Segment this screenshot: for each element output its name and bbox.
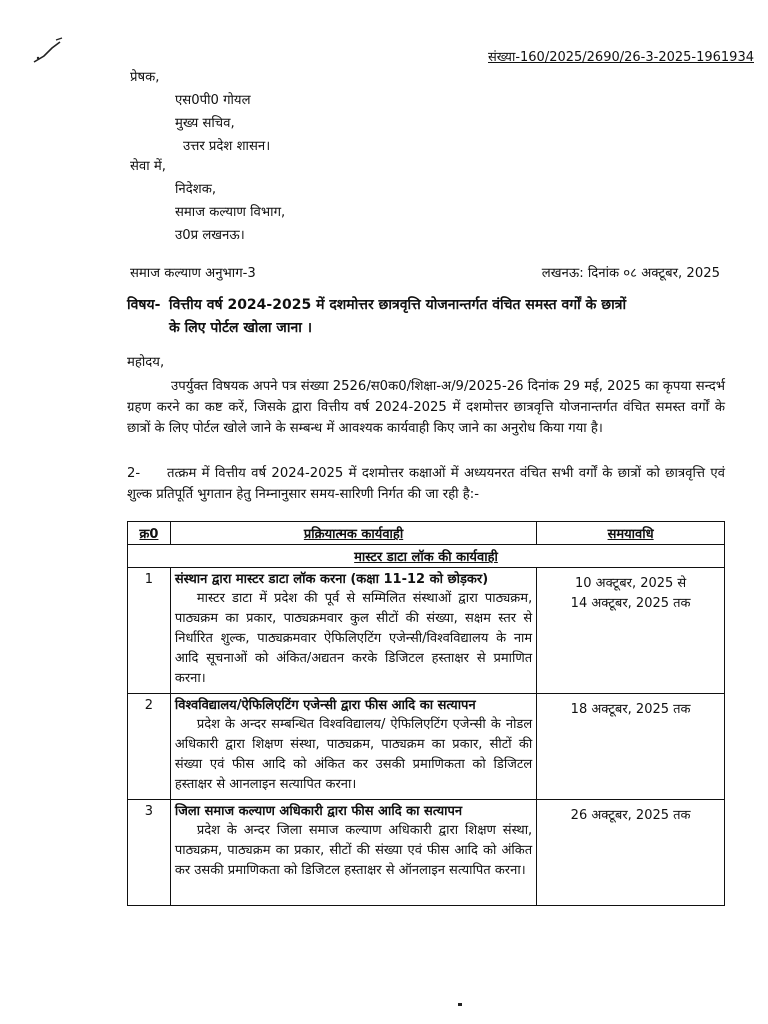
recipient-label: सेवा में, — [130, 159, 166, 174]
recipient-block — [130, 155, 285, 247]
page-mark — [458, 1003, 462, 1006]
paragraph-2-text: तत्क्रम में वित्तीय वर्ष 2024-2025 में दशमोत्तर कक्षाओं में अध्ययनरत वंचित सभी वर्गों के छात्रों को छात्रवृत्ति एवं शुल्क प्रतिपूर्ति भुगतान हेतु निम्नानुसार समय-सारिणी निर्गत की जा रही है:- — [127, 466, 725, 502]
table-header-row — [128, 522, 725, 545]
handwritten-mark-icon — [30, 36, 70, 66]
paragraph-1: उपर्युक्त विषयक अपने पत्र संख्या 2526/स0क0/शिक्षा-अ/9/2025-26 दिनांक 29 मई, 2025 का कृपया सन्दर्भ ग्रहण करने का कष्ट करें, जिसके द्वारा वित्तीय वर्ष 2024-2025 में दशमोत्तर छात्रवृत्ति योजनान्तर्गत वंचित समस्त वर्गों के छात्रों के लिए पोर्टल खोले जाने के सम्बन्ध में आवश्यक कार्यवाही किए जाने का अनुरोध किया गया है। — [127, 379, 725, 436]
row-period — [537, 800, 725, 906]
sender-label: प्रेषक, — [130, 70, 160, 85]
subject-label: विषय- — [127, 297, 161, 313]
row-period-line-1: 26 अक्टूबर, 2025 तक — [570, 808, 691, 823]
table-row — [128, 694, 725, 800]
subject-line-1: वित्तीय वर्ष 2024-2025 में दशमोत्तर छात्रवृत्ति योजनान्तर्गत वंचित समस्त वर्गों के छात्रों — [169, 297, 627, 313]
letter-date: लखनऊ: दिनांक ०८ अक्टूबर, 2025 — [541, 266, 720, 281]
row-period-line-2: 14 अक्टूबर, 2025 तक — [570, 596, 691, 611]
reference-number: संख्या-‌160/2025/2690/26-3-2025-1961934 — [488, 50, 754, 65]
row-action — [170, 800, 536, 906]
row-number: 1 — [128, 568, 171, 694]
row-description: मास्टर डाटा में प्रदेश की पूर्व से सम्मिलित संस्थाओं द्वारा पाठ्यक्रम, पाठ्यक्रम का प्रकार, पाठ्यक्रमवार कुल सीटों की संख्या, सक्षम स्तर से निर्धारित शुल्क, पाठ्यक्रमवार ऐफिलिएटिंग एजेन्सी/विश्वविद्यालय के नाम आदि सूचनाओं को अंकित/अद्यतन करके डिजिटल हस्ताक्षर से प्रमाणित करना। — [174, 591, 533, 686]
section-date-row — [130, 263, 720, 281]
row-title: जिला समाज कल्याण अधिकारी द्वारा फीस आदि का सत्यापन — [174, 804, 463, 819]
row-title: विश्वविद्यालय/ऐफिलिएटिंग एजेन्सी द्वारा फीस आदि का सत्यापन — [174, 698, 476, 713]
header-action: प्रक्रियात्मक कार्यवाही — [170, 522, 536, 545]
table-row — [128, 568, 725, 694]
header-serial: क्र0 — [128, 522, 171, 545]
recipient-designation: निदेशक, — [175, 182, 217, 197]
sender-designation: मुख्य सचिव, — [175, 116, 235, 131]
subject-block — [127, 294, 737, 340]
recipient-place: उ0प्र लखनऊ। — [175, 228, 245, 243]
sender-block — [130, 66, 270, 158]
sender-office: उत्तर प्रदेश शासन। — [183, 139, 271, 154]
row-number: 3 — [128, 800, 171, 906]
group-title: मास्टर डाटा लॉक की कार्यवाही — [128, 545, 725, 568]
subject-line-2: के लिए पोर्टल खोला जाना । — [169, 320, 313, 336]
recipient-department: समाज कल्याण विभाग, — [175, 205, 286, 220]
row-period — [537, 568, 725, 694]
row-description: प्रदेश के अन्दर जिला समाज कल्याण अधिकारी द्वारा शिक्षण संस्था, पाठ्यक्रम, पाठ्यक्रम का प्रकार, सीटों की संख्या एवं फीस आदि को अंकित कर उसकी प्रमाणिकता को डिजिटल हस्ताक्षर से ऑनलाइन सत्यापित करना। — [174, 823, 533, 878]
row-description: प्रदेश के अन्दर सम्बन्धित विश्वविद्यालय/ ऐफिलिएटिंग एजेन्सी के नोडल अधिकारी द्वारा शिक्षण संस्था, पाठ्यक्रम, पाठ्यक्रम का प्रकार, सीटों की संख्या एवं फीस आदि को अंकित कर उसकी प्रमाणिकता को डिजिटल हस्ताक्षर से आनलाइन सत्यापित करना। — [174, 717, 533, 792]
row-action — [170, 568, 536, 694]
section-name: समाज कल्याण अनुभाग-3 — [130, 266, 256, 281]
row-period — [537, 694, 725, 800]
group-title-row — [128, 545, 725, 568]
row-period-line-1: 10 अक्टूबर, 2025 से — [574, 576, 687, 591]
table-row — [128, 800, 725, 906]
paragraph-2 — [127, 463, 725, 505]
schedule-table — [127, 521, 725, 906]
paragraph-2-number: 2- — [127, 466, 141, 481]
row-number: 2 — [128, 694, 171, 800]
row-period-line-1: 18 अक्टूबर, 2025 तक — [570, 702, 691, 717]
header-period: समयावधि — [537, 522, 725, 545]
row-title: संस्थान द्वारा मास्टर डाटा लॉक करना (कक्षा 11-12 को छोड़कर) — [174, 572, 489, 587]
row-action — [170, 694, 536, 800]
sender-name: एस0पी0 गोयल — [175, 93, 251, 108]
salutation: महोदय, — [127, 355, 165, 370]
